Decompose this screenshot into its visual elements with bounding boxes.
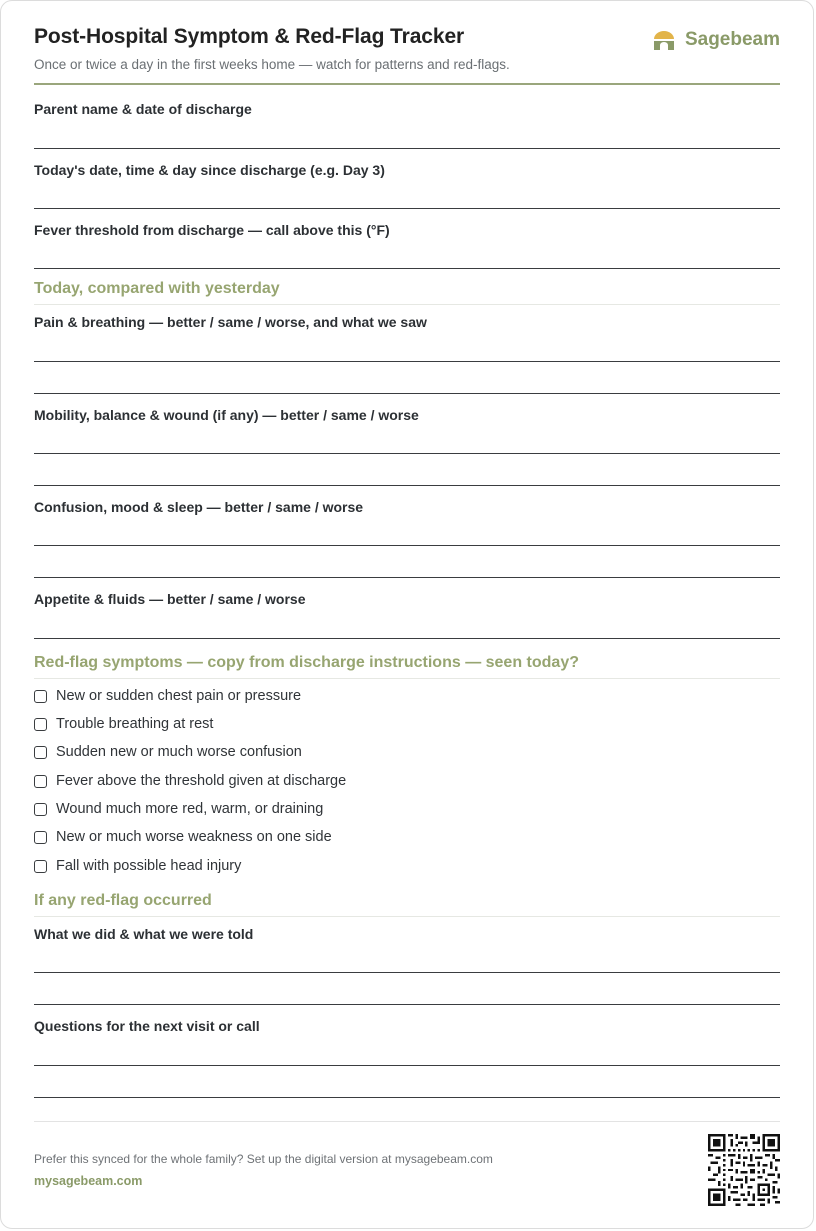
brand <box>653 28 780 52</box>
write-line[interactable] <box>34 148 780 149</box>
redflag-label: Sudden new or much worse confusion <box>56 744 302 760</box>
footer-text: Prefer this synced for the whole family? Set up the digital version at mysagebeam.com <box>34 1152 493 1166</box>
page-header <box>34 25 780 85</box>
section-title: Red-flag symptoms — copy from discharge instructions — seen today? <box>34 654 579 671</box>
redflag-label: Fall with possible head injury <box>56 858 242 874</box>
field-label: Questions for the next visit or call <box>34 1018 260 1034</box>
checkbox[interactable] <box>34 746 47 759</box>
field-label: Pain & breathing — better / same / worse, and what we saw <box>34 314 427 330</box>
page-content <box>34 1 780 1228</box>
write-line[interactable] <box>34 1097 780 1098</box>
field-pain-breathing[interactable] <box>34 314 780 330</box>
redflag-item[interactable] <box>34 773 346 789</box>
field-label: Mobility, balance & wound (if any) — better / same / worse <box>34 407 419 423</box>
field-questions[interactable] <box>34 1018 780 1034</box>
field-label: Today's date, time & day since discharge (e.g. Day 3) <box>34 162 385 178</box>
qr-code-icon[interactable] <box>708 1134 780 1206</box>
checkbox[interactable] <box>34 718 47 731</box>
redflag-item[interactable] <box>34 688 301 704</box>
write-line[interactable] <box>34 577 780 578</box>
checkbox[interactable] <box>34 803 47 816</box>
field-mobility-wound[interactable] <box>34 407 780 423</box>
field-fever-threshold[interactable] <box>34 222 780 238</box>
write-line[interactable] <box>34 393 780 394</box>
write-line[interactable] <box>34 453 780 454</box>
redflag-label: Fever above the threshold given at discharge <box>56 773 347 789</box>
checkbox[interactable] <box>34 831 47 844</box>
write-line[interactable] <box>34 361 780 362</box>
page-title: Post-Hospital Symptom & Red-Flag Tracker <box>34 25 465 48</box>
field-label: Fever threshold from discharge — call above this (°F) <box>34 222 390 238</box>
footer-divider <box>34 1121 780 1122</box>
checkbox[interactable] <box>34 690 47 703</box>
redflag-item[interactable] <box>34 744 302 760</box>
brand-name: Sagebeam <box>684 29 780 50</box>
checkbox[interactable] <box>34 775 47 788</box>
field-label: What we did & what we were told <box>34 926 254 942</box>
footer-link[interactable]: mysagebeam.com <box>34 1174 143 1188</box>
write-line[interactable] <box>34 545 780 546</box>
field-what-we-did[interactable] <box>34 926 780 942</box>
section-title: Today, compared with yesterday <box>34 280 280 297</box>
section-title: If any red-flag occurred <box>34 892 212 909</box>
write-line[interactable] <box>34 268 780 269</box>
write-line[interactable] <box>34 1004 780 1005</box>
checkbox[interactable] <box>34 860 47 873</box>
write-line[interactable] <box>34 972 780 973</box>
write-line[interactable] <box>34 1065 780 1066</box>
field-label: Parent name & date of discharge <box>34 101 252 117</box>
field-confusion-mood[interactable] <box>34 499 780 515</box>
field-parent-discharge[interactable] <box>34 101 780 117</box>
redflag-item[interactable] <box>34 801 323 817</box>
field-appetite-fluids[interactable] <box>34 591 780 607</box>
section-followup <box>34 892 780 917</box>
page-subtitle: Once or twice a day in the first weeks home — watch for patterns and red-flags. <box>34 57 510 72</box>
write-line[interactable] <box>34 208 780 209</box>
redflag-item[interactable] <box>34 829 332 845</box>
sun-arch-icon <box>653 30 675 50</box>
field-label: Appetite & fluids — better / same / worse <box>34 591 306 607</box>
redflag-label: New or sudden chest pain or pressure <box>56 688 302 704</box>
section-red-flags <box>34 654 780 679</box>
redflag-label: Wound much more red, warm, or draining <box>56 801 324 817</box>
field-label: Confusion, mood & sleep — better / same / worse <box>34 499 364 515</box>
section-today <box>34 280 780 305</box>
write-line[interactable] <box>34 485 780 486</box>
redflag-label: New or much worse weakness on one side <box>56 829 332 845</box>
redflag-label: Trouble breathing at rest <box>56 716 214 732</box>
field-todays-date[interactable] <box>34 162 780 178</box>
redflag-item[interactable] <box>34 858 241 874</box>
write-line[interactable] <box>34 638 780 639</box>
redflag-item[interactable] <box>34 716 213 732</box>
